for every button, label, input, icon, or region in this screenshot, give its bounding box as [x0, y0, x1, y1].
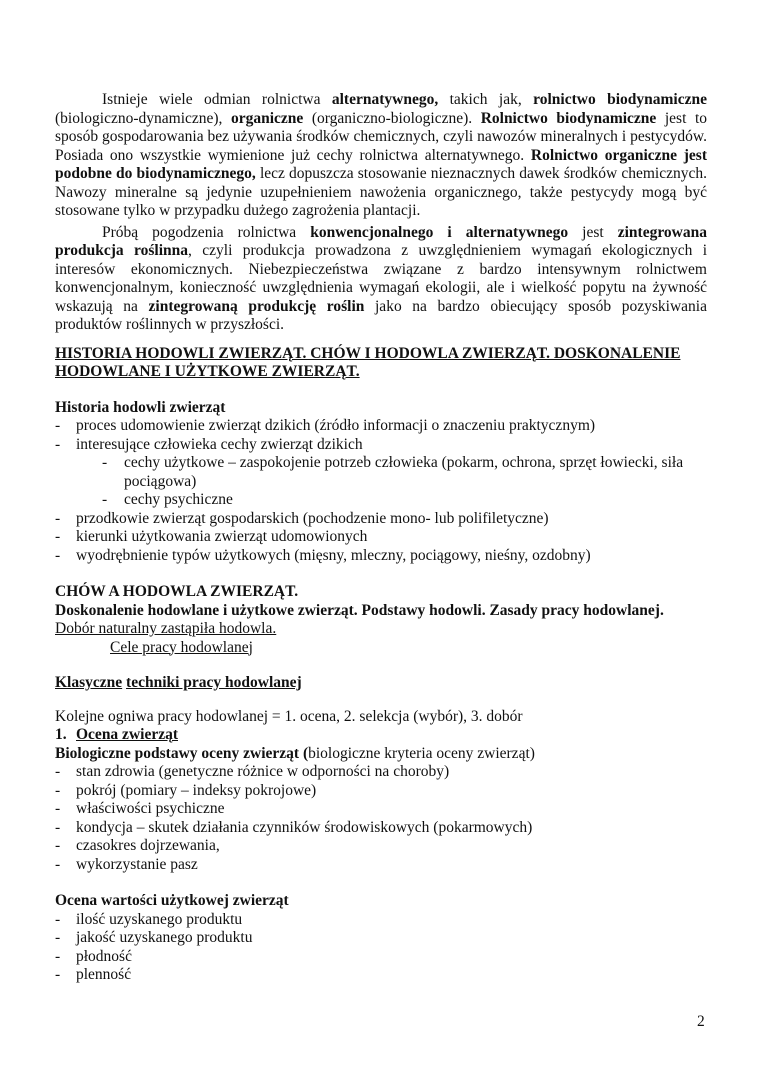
- text-run: jest: [568, 223, 618, 241]
- breeding-goals-line: Cele pracy hodowlanej: [110, 638, 253, 656]
- list-item: [55, 819, 707, 838]
- dash-bullet: -: [102, 454, 108, 471]
- list-item: [55, 510, 707, 529]
- paragraph-integrated-production: [55, 224, 707, 335]
- page-body: [55, 91, 707, 985]
- dash-bullet: -: [55, 435, 61, 453]
- list-item-text: cechy użytkowe – zaspokojenie potrzeb człowieka (pokarm, ochrona, sprzęt łowiecki, siła pociągowa): [124, 454, 684, 490]
- list-item-text: czasokres dojrzewania,: [76, 837, 220, 854]
- dash-bullet: -: [55, 929, 61, 946]
- list-item: [55, 436, 707, 455]
- assessment-section: [55, 708, 707, 985]
- text-run: Próbą pogodzenia rolnictwa: [102, 223, 311, 241]
- list-item-text: proces udomowienie zwierząt dzikich (źródło informacji o znaczeniu praktycznym): [76, 417, 596, 434]
- chow-subtitle: Doskonalenie hodowlane i użytkowe zwierząt. Podstawy hodowli. Zasady pracy hodowlanej.: [55, 601, 664, 619]
- list-item: [55, 547, 707, 566]
- list-item: [55, 911, 707, 930]
- dash-bullet: -: [55, 546, 61, 564]
- bio-criteria-list: [55, 763, 707, 874]
- bio-basis-note: biologiczne kryteria oceny zwierząt): [308, 744, 535, 762]
- dash-bullet: -: [55, 818, 61, 836]
- list-item-text: pokrój (pomiary – indeksy pokrojowe): [76, 781, 317, 799]
- text-run: takich jak,: [438, 91, 534, 108]
- list-item-text: płodność: [76, 947, 132, 965]
- list-item-text: plenność: [76, 966, 132, 983]
- dash-bullet: -: [55, 763, 61, 780]
- dash-bullet: -: [55, 781, 61, 799]
- text-run: jest to sposób gospodarowania bez używania środków chemicznych, czyli nawozów mineralnych i pestycydów. Posiada ono wszystkie wymienione już cechy rolnictwa alternatywnego.: [55, 109, 708, 164]
- value-criteria-list: [55, 911, 707, 985]
- bold-text-run: organiczne: [230, 109, 304, 127]
- page-number: 2: [697, 1013, 705, 1030]
- bold-text-run: konwencjonalnego i alternatywnego: [310, 223, 569, 241]
- main-heading-text: HISTORIA HODOWLI ZWIERZĄT. CHÓW I HODOWLA ZWIERZĄT. DOSKONALENIE HODOWLANE I UŻYTKOWE ZWIERZĄT.: [55, 344, 681, 380]
- item-number: 1.: [55, 726, 67, 743]
- list-item-text: wykorzystanie pasz: [76, 855, 198, 873]
- dash-bullet: -: [55, 855, 61, 873]
- dash-bullet: -: [55, 837, 61, 854]
- bold-text-run: zintegrowana produkcja roślinna: [55, 223, 707, 259]
- paragraph-alternative-farming: [55, 91, 707, 221]
- dash-bullet: -: [55, 966, 61, 983]
- chow-title: CHÓW A HODOWLA ZWIERZĄT.: [55, 583, 299, 600]
- list-item-text: kierunki użytkowania zwierząt udomowionych: [76, 528, 368, 545]
- list-item-text: właściwości psychiczne: [76, 800, 225, 817]
- list-item: [55, 800, 707, 819]
- sub-list-item: [55, 454, 684, 491]
- dash-bullet: -: [55, 528, 61, 545]
- breeding-chain: Kolejne ogniwa pracy hodowlanej = 1. ocena, 2. selekcja (wybór), 3. dobór: [55, 707, 523, 725]
- list-item: [55, 837, 707, 856]
- bio-basis-title: Biologiczne podstawy oceny zwierząt (: [55, 744, 309, 762]
- bold-text-run: alternatywnego,: [331, 91, 439, 108]
- dash-bullet: -: [55, 417, 61, 434]
- text-run: lecz dopuszcza stosowanie nieznacznych dawek środków chemicznych. Nawozy mineralne są jedynie uzupełnieniem nawożenia organicznego, także pestycydy mogą być stosowane tylko w przypadku dużego zagrożenia plantacji.: [55, 165, 707, 219]
- bold-text-run: zintegrowaną produkcję roślin: [148, 297, 365, 315]
- text-run: Istnieje wiele odmian rolnictwa: [102, 91, 332, 108]
- list-item: [55, 528, 707, 547]
- list-item-text: przodkowie zwierząt gospodarskich (pochodzenie mono- lub polifiletyczne): [76, 509, 549, 527]
- list-item-text: jakość uzyskanego produktu: [76, 929, 253, 946]
- techniques-title-b: techniki pracy hodowlanej: [126, 674, 302, 691]
- list-item: [55, 948, 707, 967]
- text-run: (biologiczno-dynamiczne),: [55, 109, 231, 127]
- list-item-text: ilość uzyskanego produktu: [76, 910, 243, 928]
- list-item: [55, 966, 707, 985]
- text-run: , czyli produkcja prowadzona z uwzględnieniem wymagań ekologicznych i interesów ekonomicznych. Niebezpieczeństwa związane z bardzo intensywnym rolnictwem konwencjonalnym, konieczność uwzględnienia wymagań ekologii, ale i wielkość popytu na żywność wskazują na: [55, 242, 708, 315]
- list-item: [55, 763, 707, 782]
- dash-bullet: -: [55, 910, 61, 928]
- history-title: Historia hodowli zwierząt: [55, 398, 226, 416]
- dash-bullet: -: [55, 509, 61, 527]
- list-item: [55, 856, 707, 875]
- list-item-text: cechy psychiczne: [124, 491, 233, 508]
- text-run: jako na bardzo obiecujący sposób pozyskiwania produktów roślinnych w przyszłości.: [55, 297, 707, 333]
- dash-bullet: -: [102, 491, 108, 508]
- dash-bullet: -: [55, 800, 61, 817]
- text-run: (organiczno-biologiczne).: [303, 109, 481, 127]
- bold-text-run: Rolnictwo organiczne jest podobne do biodynamicznego,: [55, 146, 707, 182]
- list-item-text: wyodrębnienie typów użytkowych (mięsny, mleczny, pociągowy, nieśny, ozdobny): [76, 546, 591, 564]
- natural-selection-line: Dobór naturalny zastąpiła hodowla.: [55, 620, 277, 637]
- list-item: [55, 417, 707, 436]
- chow-section: [55, 583, 707, 657]
- dash-bullet: -: [55, 947, 61, 965]
- main-heading: [55, 345, 695, 382]
- sub-list-item: [55, 491, 707, 510]
- list-item: [55, 782, 707, 801]
- list-item-text: stan zdrowia (genetyczne różnice w odporności na choroby): [76, 763, 450, 780]
- bold-text-run: rolnictwo biodynamiczne: [533, 91, 707, 108]
- ocena-title: Ocena zwierząt: [76, 726, 178, 743]
- list-item: [55, 929, 707, 948]
- techniques-title: [55, 674, 707, 693]
- history-section: [55, 399, 707, 566]
- bold-text-run: Rolnictwo biodynamiczne: [480, 109, 657, 127]
- list-item-text: interesujące człowieka cechy zwierząt dzikich: [76, 435, 363, 453]
- list-item-text: kondycja – skutek działania czynników środowiskowych (pokarmowych): [76, 818, 533, 836]
- value-title: Ocena wartości użytkowej zwierząt: [55, 892, 289, 909]
- techniques-title-a: Klasyczne: [55, 674, 123, 691]
